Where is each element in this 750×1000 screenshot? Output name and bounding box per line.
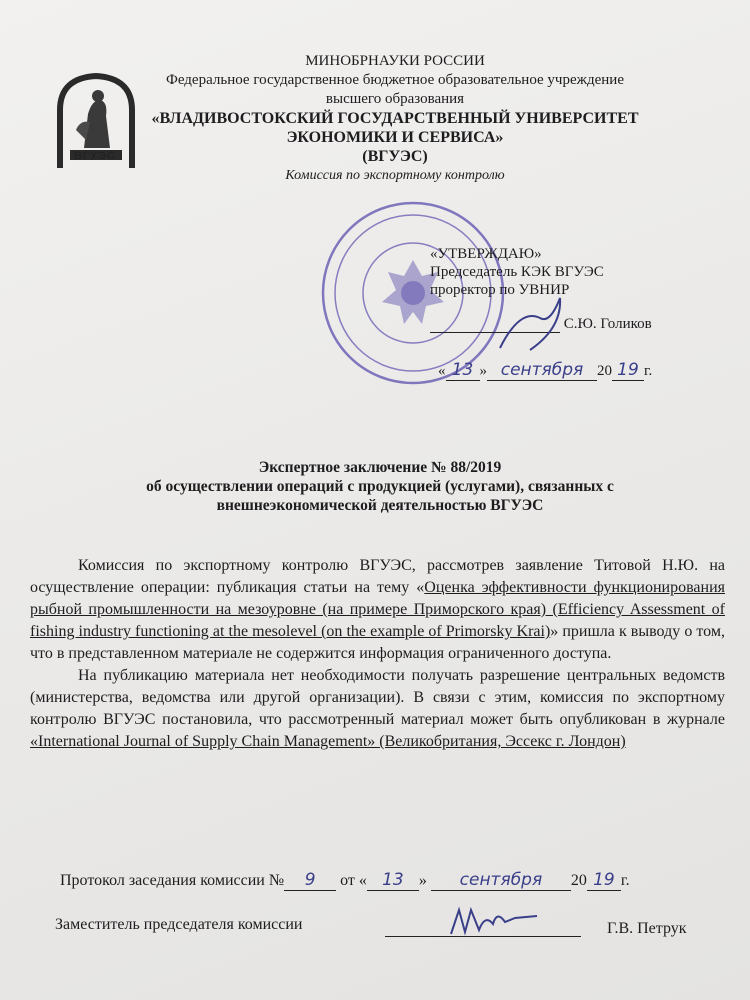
date-close-quote: »	[479, 363, 487, 379]
date-day: 13	[446, 360, 480, 381]
deputy-handwritten-signature	[445, 904, 545, 938]
protocol-year-prefix: 20	[570, 872, 587, 889]
university-abbr: (ВГУЭС)	[362, 148, 428, 165]
protocol-day: 13	[367, 870, 419, 891]
date-open-quote: «	[438, 363, 446, 379]
title-line-1: Экспертное заключение № 88/2019	[258, 459, 502, 476]
approver-name: С.Ю. Голиков	[563, 316, 652, 332]
protocol-number: 9	[284, 870, 336, 891]
logo-label: ВГУЭС	[74, 150, 116, 162]
institution-line-2: высшего образования	[325, 91, 465, 107]
date-year-suffix: 19	[612, 360, 644, 381]
deputy-label: Заместитель председателя комиссии	[55, 916, 303, 933]
approval-position-1: Председатель КЭК ВГУЭС	[430, 264, 604, 280]
paragraph-1	[30, 555, 725, 665]
title-line-3: внешнеэкономической деятельностью ВГУЭС	[216, 497, 544, 514]
title-line-2: об осуществлении операций с продукцией (услугами), связанных с	[146, 478, 614, 495]
protocol-close-quote: »	[418, 872, 427, 889]
document-body	[30, 555, 725, 753]
protocol-from: от «	[340, 872, 367, 889]
deputy-signature-block	[55, 916, 725, 937]
date-month: сентября	[487, 360, 597, 381]
approval-date	[438, 360, 652, 381]
handwritten-signature	[490, 288, 580, 358]
date-year-prefix: 20	[597, 363, 612, 379]
university-name-line-2: ЭКОНОМИКИ И СЕРВИСА»	[286, 129, 504, 146]
p1-before: Комиссия по экспортному контролю ВГУЭС, рассмотрев заявление Титовой Н.Ю. на осуществление операции: публикация статьи на тему «	[30, 557, 725, 596]
p1-topic: Оценка эффективности функционирования рыбной промышленности на мезоуровне (на примере Приморского края) (Efficiency Assessment of fishing industry functioning at the mesolevel (on the example of Primorsky Krai)	[30, 579, 725, 640]
commission-name: Комиссия по экспортному контролю	[285, 168, 505, 183]
document-title	[40, 458, 720, 515]
protocol-month: сентября	[431, 870, 571, 891]
p2-journal: «International Journal of Supply Chain Management» (Великобритания, Эссекс г. Лондон)	[30, 733, 626, 750]
protocol-end: г.	[620, 872, 630, 889]
date-end: г.	[644, 363, 653, 379]
protocol-line	[60, 870, 720, 891]
deputy-name: Г.В. Петрук	[607, 920, 687, 937]
approval-signature-line	[430, 316, 705, 333]
institution-line-1: Федеральное государственное бюджетное образовательное учреждение	[165, 72, 624, 88]
p1-after: » пришла к выводу о том, что в представленном материале не содержится информация ограниченного доступа.	[30, 623, 725, 662]
approval-position-2: проректор по УВНИР	[430, 282, 570, 298]
ministry-name: МИНОБРНАУКИ РОССИИ	[305, 53, 485, 69]
p2-before: На публикацию материала нет необходимости получать разрешение центральных ведомств (министерства, ведомства или другой организации). В связи с этим, комиссия по экспортному контролю ВГУЭС постановила, что рассмотренный материал может быть опубликован в журнале	[30, 667, 725, 728]
approval-heading: «УТВЕРЖДАЮ»	[430, 246, 542, 262]
letterhead	[150, 52, 640, 185]
protocol-label: Протокол заседания комиссии №	[60, 872, 285, 889]
university-name-line-1: «ВЛАДИВОСТОКСКИЙ ГОСУДАРСТВЕННЫЙ УНИВЕРСИТЕТ	[151, 110, 639, 127]
protocol-year-suffix: 19	[587, 870, 621, 891]
paragraph-2	[30, 665, 725, 753]
